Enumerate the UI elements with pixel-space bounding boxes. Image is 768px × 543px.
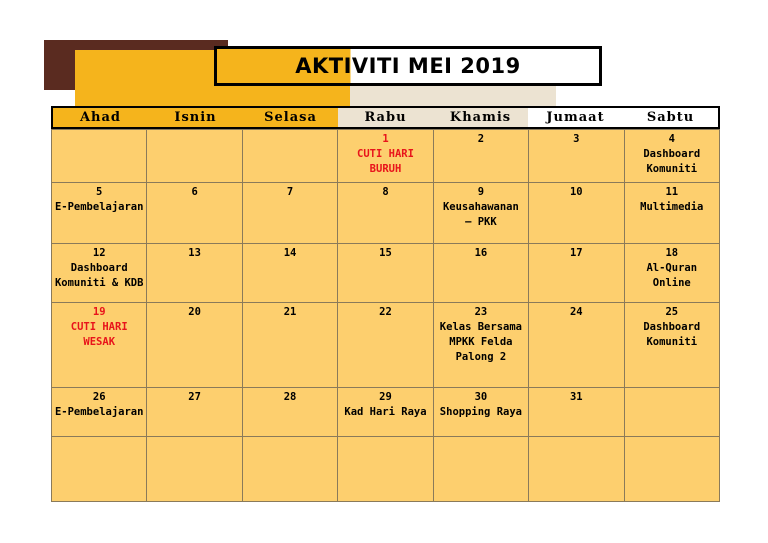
day-cell-empty bbox=[338, 437, 433, 502]
day-number: 22 bbox=[379, 306, 392, 318]
day-cell bbox=[338, 244, 433, 303]
weekday-khamis: Khamis bbox=[433, 108, 528, 127]
day-event: Kelas Bersama MPKK Felda Palong 2 bbox=[439, 321, 522, 363]
day-number: 2 bbox=[477, 133, 485, 145]
weekday-ahad: Ahad bbox=[53, 108, 148, 127]
day-cell bbox=[242, 244, 337, 303]
day-cell bbox=[147, 183, 242, 244]
day-cell bbox=[242, 303, 337, 388]
day-cell bbox=[433, 183, 528, 244]
calendar-week bbox=[52, 244, 720, 303]
day-cell bbox=[147, 130, 242, 183]
day-cell bbox=[147, 303, 242, 388]
day-cell bbox=[433, 388, 528, 437]
day-cell bbox=[52, 130, 147, 183]
day-number: 1 bbox=[382, 133, 389, 145]
day-number: 27 bbox=[188, 391, 201, 403]
day-event: Keusahawanan — PKK bbox=[442, 201, 519, 228]
calendar-week bbox=[52, 303, 720, 388]
day-cell bbox=[52, 244, 147, 303]
day-cell-empty bbox=[624, 437, 719, 502]
day-number: 19 bbox=[92, 306, 106, 318]
day-cell bbox=[529, 388, 624, 437]
day-cell bbox=[433, 303, 528, 388]
day-event: Kad Hari Raya bbox=[344, 406, 427, 418]
day-cell-empty bbox=[529, 437, 624, 502]
day-cell-empty bbox=[242, 437, 337, 502]
day-number: 10 bbox=[569, 186, 583, 198]
day-cell bbox=[242, 183, 337, 244]
calendar-grid bbox=[51, 129, 720, 502]
day-number: 25 bbox=[665, 306, 679, 318]
day-cell bbox=[624, 388, 719, 437]
weekday-sabtu: Sabtu bbox=[623, 108, 718, 127]
weekday-jumaat: Jumaat bbox=[528, 108, 623, 127]
day-cell bbox=[242, 130, 337, 183]
day-cell bbox=[529, 183, 624, 244]
calendar-week bbox=[52, 130, 720, 183]
day-event: Al-Quran Online bbox=[646, 262, 698, 289]
day-event: Multimedia bbox=[640, 201, 704, 213]
day-cell bbox=[624, 130, 719, 183]
day-number: 11 bbox=[665, 186, 679, 198]
day-cell bbox=[624, 183, 719, 244]
day-cell bbox=[338, 183, 433, 244]
day-event: E-Pembelajaran bbox=[54, 406, 144, 418]
day-cell bbox=[147, 388, 242, 437]
title-banner bbox=[214, 46, 602, 86]
page-title: AKTIVITI MEI 2019 bbox=[295, 54, 521, 78]
day-number: 12 bbox=[92, 247, 106, 259]
day-cell-empty bbox=[147, 437, 242, 502]
day-cell-holiday bbox=[338, 130, 433, 183]
day-number: 15 bbox=[379, 247, 392, 259]
day-cell bbox=[52, 388, 147, 437]
day-number: 13 bbox=[188, 247, 201, 259]
day-number: 9 bbox=[477, 186, 485, 198]
day-number: 28 bbox=[283, 391, 297, 403]
day-number: 14 bbox=[283, 247, 297, 259]
day-cell bbox=[52, 183, 147, 244]
day-number: 17 bbox=[569, 247, 583, 259]
day-number: 29 bbox=[379, 391, 392, 403]
holiday-event: CUTI HARI BURUH bbox=[357, 148, 414, 175]
day-cell bbox=[529, 303, 624, 388]
weekday-header bbox=[51, 106, 720, 129]
day-number: 20 bbox=[188, 306, 201, 318]
day-cell bbox=[147, 244, 242, 303]
day-cell bbox=[338, 303, 433, 388]
day-number: 18 bbox=[665, 247, 679, 259]
calendar-week-empty bbox=[52, 437, 720, 502]
day-cell bbox=[529, 244, 624, 303]
day-cell bbox=[338, 388, 433, 437]
day-cell-holiday bbox=[52, 303, 147, 388]
calendar-week bbox=[52, 183, 720, 244]
day-number: 5 bbox=[96, 186, 103, 198]
holiday-event: CUTI HARI WESAK bbox=[70, 321, 128, 348]
day-number: 8 bbox=[382, 186, 389, 198]
day-number: 24 bbox=[569, 306, 583, 318]
calendar-week bbox=[52, 388, 720, 437]
weekday-selasa: Selasa bbox=[243, 108, 338, 127]
day-number: 16 bbox=[474, 247, 488, 259]
day-cell bbox=[433, 130, 528, 183]
weekday-isnin: Isnin bbox=[148, 108, 243, 127]
day-cell bbox=[624, 244, 719, 303]
day-event: Shopping Raya bbox=[439, 406, 522, 418]
day-event: E-Pembelajaran bbox=[54, 201, 144, 213]
day-cell-empty bbox=[52, 437, 147, 502]
day-event: Dashboard Komuniti bbox=[643, 148, 701, 175]
day-number: 31 bbox=[569, 391, 583, 403]
day-cell-empty bbox=[433, 437, 528, 502]
day-number: 21 bbox=[283, 306, 297, 318]
day-cell bbox=[529, 130, 624, 183]
day-number: 23 bbox=[474, 306, 488, 318]
day-cell bbox=[242, 388, 337, 437]
weekday-rabu: Rabu bbox=[338, 108, 433, 127]
day-cell bbox=[624, 303, 719, 388]
day-number: 4 bbox=[668, 133, 675, 145]
day-event: Dashboard Komuniti bbox=[643, 321, 701, 348]
day-number: 3 bbox=[573, 133, 580, 145]
day-cell bbox=[433, 244, 528, 303]
day-number: 30 bbox=[474, 391, 488, 403]
day-number: 6 bbox=[191, 186, 198, 198]
day-number: 7 bbox=[286, 186, 294, 198]
day-number: 26 bbox=[92, 391, 106, 403]
day-event: Dashboard Komuniti & KDB bbox=[54, 262, 144, 289]
